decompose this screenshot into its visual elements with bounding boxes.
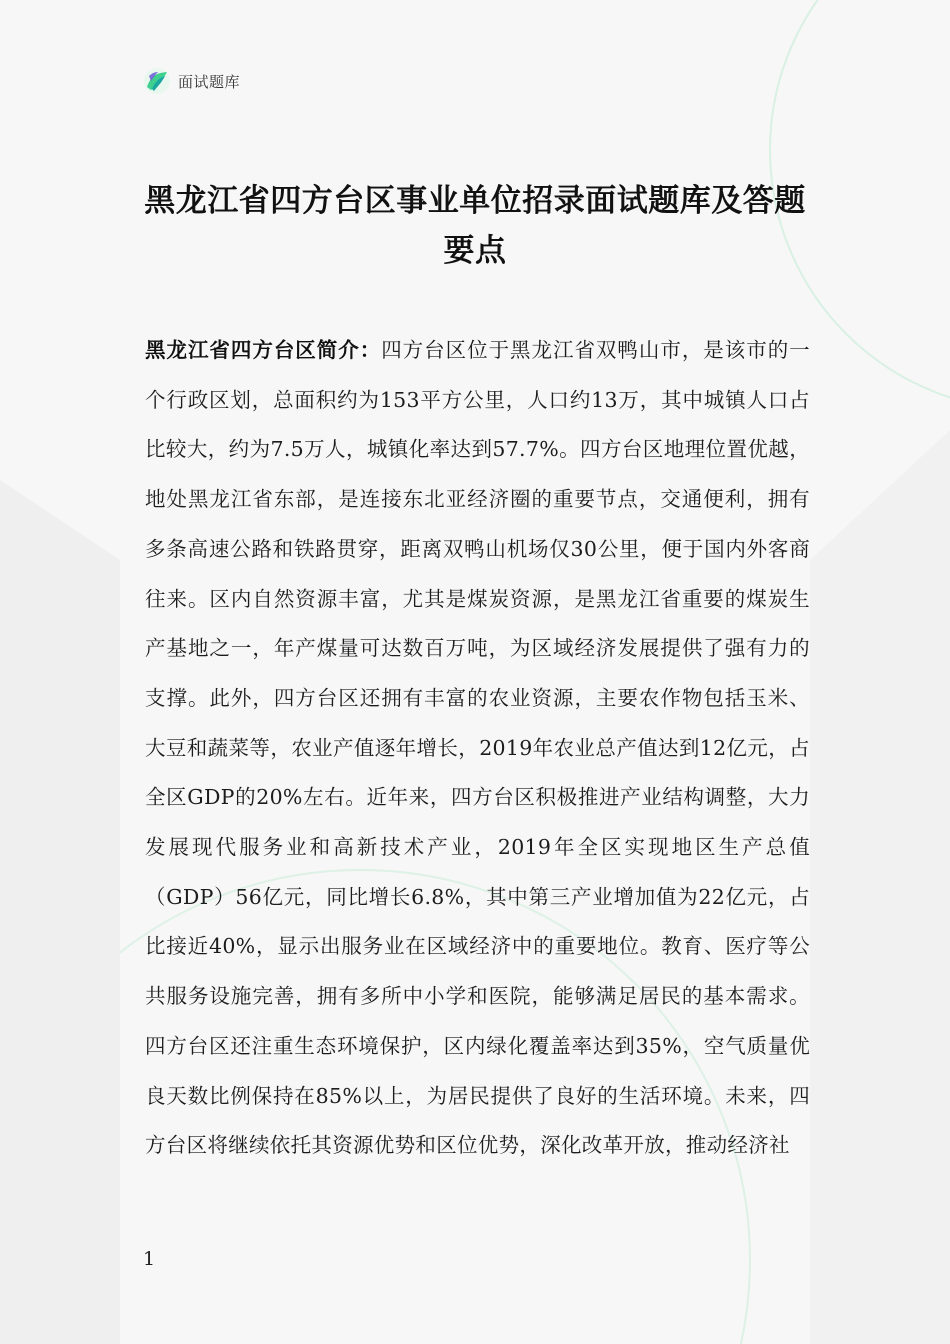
document-title: 黑龙江省四方台区事业单位招录面试题库及答题要点 [144,183,806,269]
intro-body: 四方台区位于黑龙江省双鸭山市，是该市的一个行政区划，总面积约为153平方公里，人口约13万，其中城镇人口占比较大，约为7.5万人，城镇化率达到57.7%。四方台区地理位置优越，地处黑龙江省东部，是连接东北亚经济圈的重要节点，交通便利，拥有多条高速公路和铁路贯穿，距离双鸭山机场仅30公里，便于国内外客商往来。区内自然资源丰富，尤其是煤炭资源，是黑龙江省重要的煤炭生产基地之一，年产煤量可达数百万吨，为区域经济发展提供了强有力的支撑。此外，四方台区还拥有丰富的农业资源，主要农作物包括玉米、大豆和蔬菜等，农业产值逐年增长，2019年农业总产值达到12亿元，占全区GDP的20%左右。近年来，四方台区积极推进产业结构调整，大力发展现代服务业和高新技术产业，2019年全区实现地区生产总值（GDP）56亿元，同比增长6.8%，其中第三产业增加值为22亿元，占比接近40%，显示出服务业在区域经济中的重要地位。教育、医疗等公共服务设施完善，拥有多所中小学和医院，能够满足居民的基本需求。四方台区还注重生态环境保护，区内绿化覆盖率达到35%，空气质量优良天数比例保持在85%以上，为居民提供了良好的生活环境。未来，四方台区将继续依托其资源优势和区位优势，深化改革开放，推动经济社 [145,338,810,1158]
page-number: 1 [143,1248,156,1270]
brand-name: 面试题库 [178,72,241,91]
decor-panel-right [810,430,950,1344]
decor-panel-left [0,480,120,1344]
intro-label: 黑龙江省四方台区简介： [145,338,382,362]
leaf-logo-icon [143,67,171,95]
header [143,66,240,96]
intro-paragraph [145,326,810,1171]
